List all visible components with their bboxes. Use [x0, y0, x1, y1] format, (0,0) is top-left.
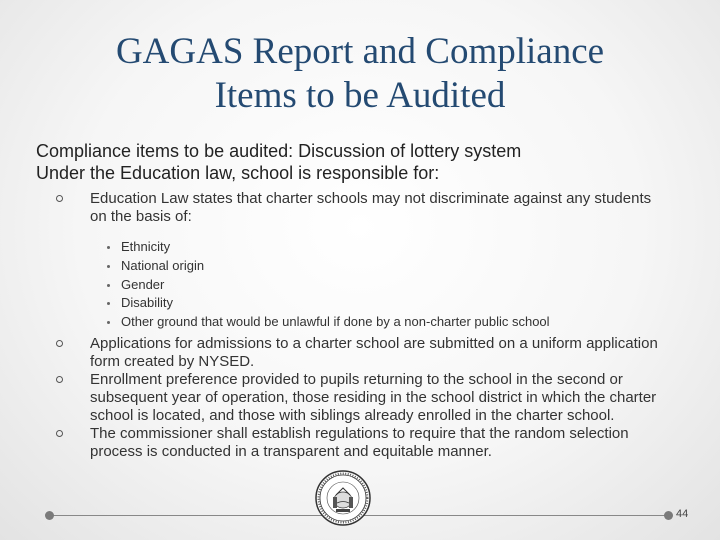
bullet-list [38, 190, 668, 461]
sub-bullet-item: Gender [38, 276, 668, 295]
bullet-item: Applications for admissions to a charter school are submitted on a uniform application form created by NYSED. [38, 335, 668, 371]
page-number: 44 [676, 508, 689, 520]
footer-dot-left [45, 511, 54, 520]
sub-bullet-item: Other ground that would be unlawful if done by a non-charter public school [38, 313, 668, 332]
sub-bullet-item: Ethnicity [38, 238, 668, 257]
bullet-item: Enrollment preference provided to pupils returning to the school in the second or subsequent year of operation, those residing in the school district in which the charter school is located, and those with siblings already enrolled in the charter school. [38, 371, 668, 425]
bullet-item: The commissioner shall establish regulations to require that the random selection process is conducted in a transparent and equitable manner. [38, 425, 668, 461]
bullet-item: Education Law states that charter schools may not discriminate against any students on the basis of: [38, 190, 668, 226]
sub-bullet-item: Disability [38, 294, 668, 313]
state-seal-icon [315, 470, 371, 526]
sub-bullet-list [38, 238, 668, 332]
intro-line-2: Under the Education law, school is responsible for: [36, 163, 440, 183]
intro-line-1: Compliance items to be audited: Discussion of lottery system [36, 141, 522, 161]
intro-text [36, 140, 686, 184]
slide-title [40, 30, 680, 118]
title-line-2: Items to be Audited [214, 75, 506, 116]
sub-bullet-item: National origin [38, 257, 668, 276]
footer-dot-right [664, 511, 673, 520]
title-line-1: GAGAS Report and Compliance [115, 31, 605, 72]
